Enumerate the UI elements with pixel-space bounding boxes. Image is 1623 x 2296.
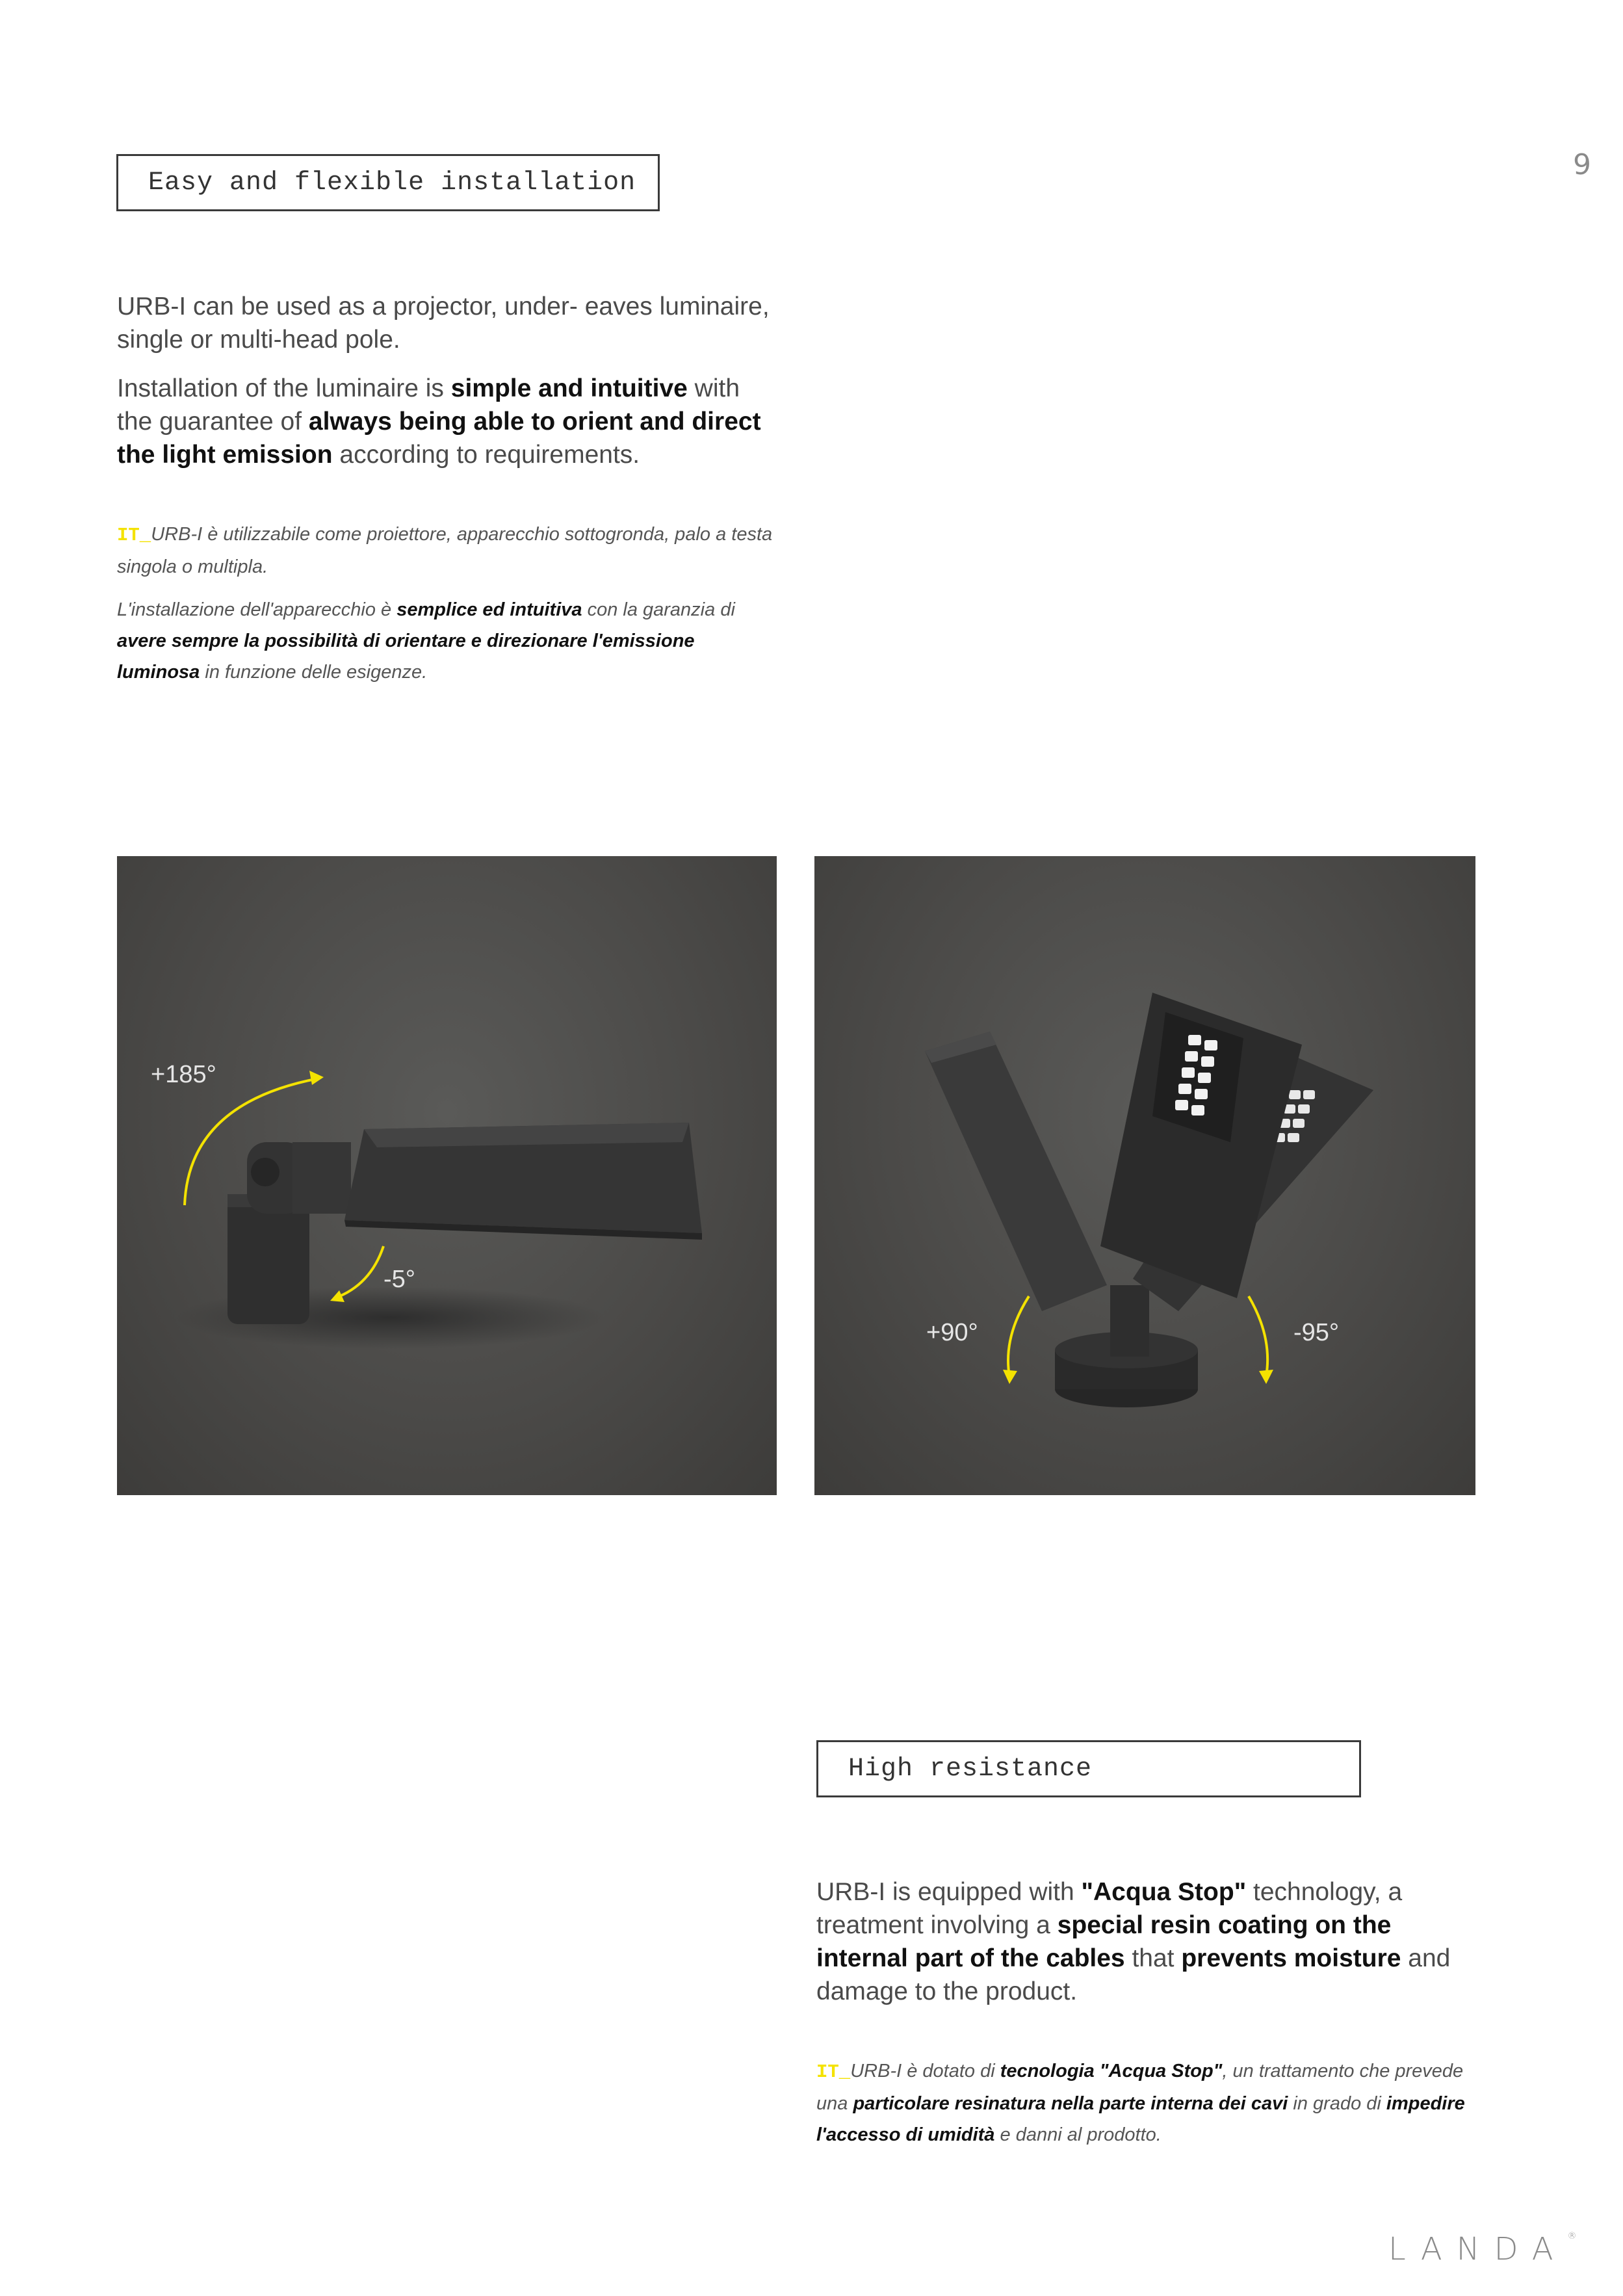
paragraph: IT_URB-I è dotato di tecnologia "Acqua Stop", un trattamento che prevede una particolare resinatura nella parte interna dei cavi in grado di impedire l'accesso di umidità e danni al prodotto. [816,2061,1465,2145]
page-number: 9 [1573,148,1591,181]
language-tag: IT_ [816,2061,851,2083]
luminaire-multihead-illustration [814,856,1475,1495]
registered-mark: ® [1567,2231,1577,2241]
photo-luminaire-tilt [117,856,777,1495]
section-title-installation: Easy and flexible installation [116,154,660,211]
paragraph: L'installazione dell'apparecchio è semplice ed intuitiva con la garanzia di avere sempre la possibilità di orientare e direzionare l'emissione luminosa in funzione delle esigenze. [117,599,735,683]
luminaire-tilt-illustration [117,856,777,1495]
paragraph: IT_URB-I è utilizzabile come proiettore, apparecchio sottogronda, palo a testa singola o multipla. [117,524,773,577]
angle-label-up: +185° [151,1061,216,1088]
angle-label-down: -5° [383,1266,415,1293]
resistance-description-it [816,2055,1486,2162]
angle-label-left: +90° [926,1319,978,1346]
installation-description-en [117,290,780,487]
paragraph: URB-I can be used as a projector, under- eaves luminaire, single or multi-head pole. [117,293,770,354]
installation-description-it [117,519,780,699]
angle-label-right: -95° [1293,1319,1340,1346]
resistance-description-en [816,1875,1466,2024]
brand-logo: LANDA® [1388,2231,1577,2267]
section-title-resistance: High resistance [816,1740,1361,1797]
paragraph: URB-I is equipped with "Acqua Stop" technology, a treatment involving a special resin coating on the internal part of the cables that prevents moisture and damage to the product. [816,1878,1451,2005]
paragraph: Installation of the luminaire is simple and intuitive with the guarantee of always being able to orient and direct the light emission according to requirements. [117,374,761,469]
language-tag: IT_ [117,525,151,546]
photo-luminaire-multihead [814,856,1475,1495]
